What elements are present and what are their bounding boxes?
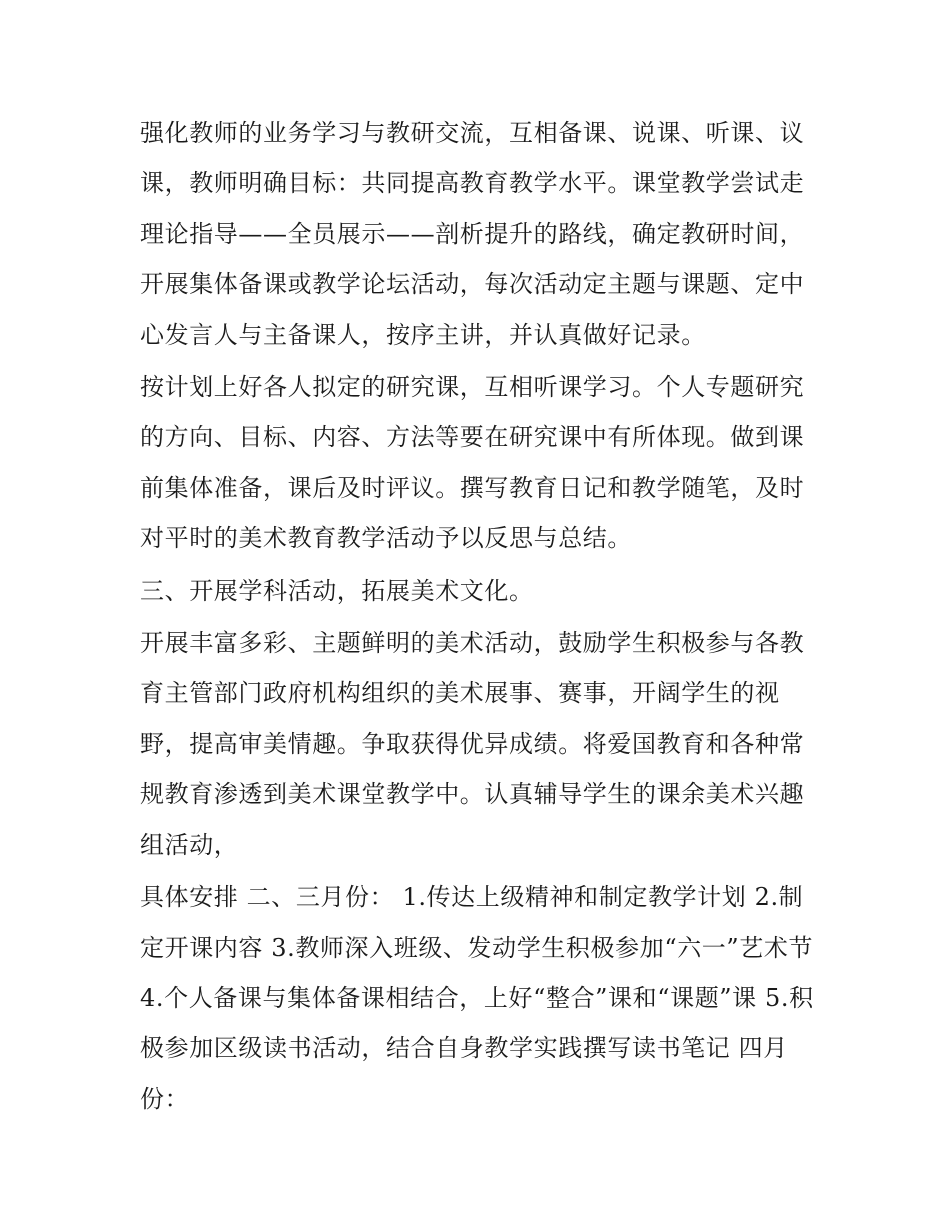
text-line: 具体安排 二、三月份： 1.传达上级精神和制定教学计划 2.制 bbox=[140, 883, 804, 912]
text-line: 按计划上好各人拟定的研究课，互相听课学习。个人专题研究 bbox=[140, 373, 805, 402]
text-line: 前集体准备，课后及时评议。撰写教育日记和教学随笔，及时 bbox=[140, 473, 805, 502]
text-line: 组活动， bbox=[140, 830, 239, 859]
text-line: 开展集体备课或教学论坛活动，每次活动定主题与课题、定中 bbox=[140, 270, 805, 299]
paragraph-research-class bbox=[140, 362, 820, 564]
text-line: 极参加区级读书活动，结合自身教学实践撰写读书笔记 四月 bbox=[140, 1034, 788, 1063]
text-line: 份： bbox=[140, 1084, 190, 1113]
text-line: 课，教师明确目标：共同提高教育教学水平。课堂教学尝试走 bbox=[140, 169, 805, 198]
text-line: 定开课内容 3.教师深入班级、发动学生积极参加“六一”艺术节 bbox=[140, 933, 814, 962]
text-line: 强化教师的业务学习与教研交流，互相备课、说课、听课、议 bbox=[140, 119, 805, 147]
text-line: 开展丰富多彩、主题鲜明的美术活动，鼓励学生积极参与各教 bbox=[140, 629, 805, 658]
text-line: 的方向、目标、内容、方法等要在研究课中有所体现。做到课 bbox=[140, 423, 805, 452]
paragraph-art-activities bbox=[140, 618, 820, 870]
text-line: 4.个人备课与集体备课相结合，上好“整合”课和“课题”课 5.积 bbox=[140, 983, 814, 1012]
section-heading-three bbox=[140, 566, 820, 616]
text-line: 对平时的美术教育教学活动予以反思与总结。 bbox=[140, 524, 632, 553]
text-line: 心发言人与主备课人，按序主讲，并认真做好记录。 bbox=[140, 320, 706, 349]
text-line: 理论指导——全员展示——剖析提升的路线，确定教研时间， bbox=[140, 219, 805, 248]
document-body bbox=[140, 108, 820, 1126]
text-line: 三、开展学科活动，拓展美术文化。 bbox=[140, 576, 534, 605]
text-line: 野，提高审美情趣。争取获得优异成绩。将爱国教育和各种常 bbox=[140, 729, 805, 758]
paragraph-teaching-research bbox=[140, 108, 820, 360]
text-line: 规教育渗透到美术课堂教学中。认真辅导学生的课余美术兴趣 bbox=[140, 780, 805, 809]
text-line: 育主管部门政府机构组织的美术展事、赛事，开阔学生的视 bbox=[140, 679, 780, 708]
paragraph-schedule bbox=[140, 872, 820, 1124]
